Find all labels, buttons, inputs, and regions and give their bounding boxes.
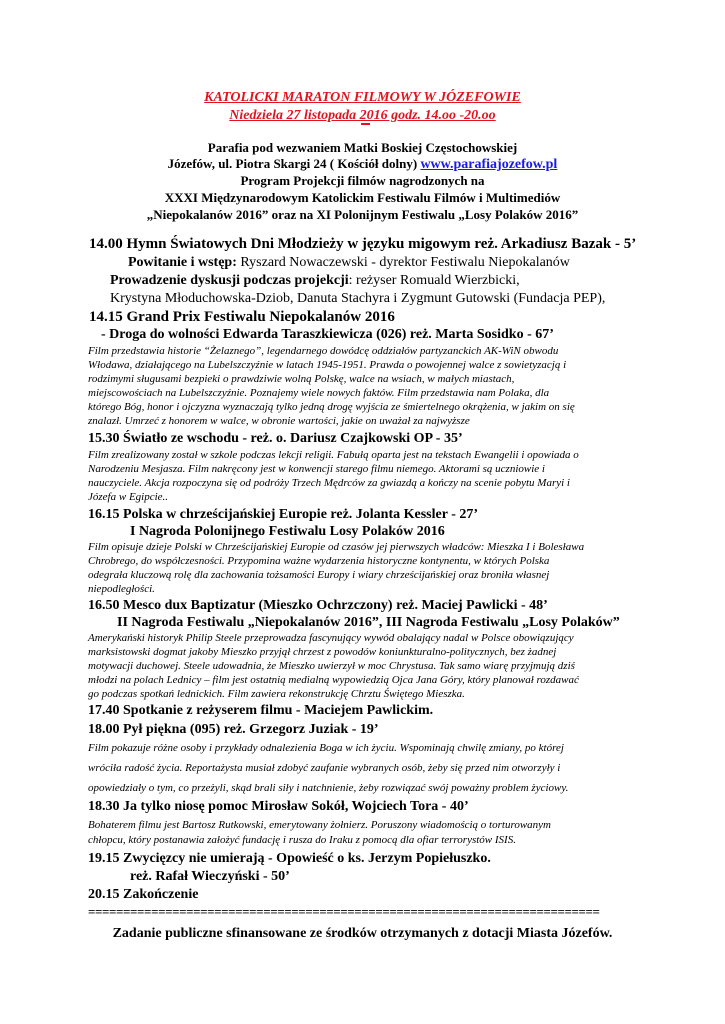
schedule-item-1915: 19.15 Zwycięzcy nie umierają - Opowieść o ks. Jerzym Popiełuszko.	[88, 851, 491, 866]
welcome-line	[128, 255, 570, 270]
description-line: którego Bóg, honor i ojczyzna wyznaczają tylko jedną drogę wyjścia ze śmiertelnego okrążenia, w jakim on się	[88, 401, 575, 413]
description-line: Józefa w Egipcie..	[88, 491, 169, 503]
schedule-item-1400: 14.00 Hymn Światowych Dni Młodzieży w języku migowym reż. Arkadiusz Bazak - 5’	[89, 236, 637, 252]
film-title-droga: - Droga do wolności Edwarda Taraszkiewicza (026) reż. Marta Sosidko - 67’	[101, 327, 554, 342]
discussion-text: : reżyser Romuald Wierzbicki,	[348, 273, 520, 288]
description-line: Narodzeniu Mesjasza. Film nakręcony jest w konwencji starego filmu niemego. Aktorami są uczniowie i	[88, 463, 545, 475]
welcome-label: Powitanie i wstęp:	[128, 255, 237, 270]
description-line: go podczas spotkań lednickich. Film zawiera rekonstrukcję Chrztu Świętego Mieszka.	[88, 688, 465, 700]
description-line: niepodległości.	[88, 583, 155, 595]
website-link[interactable]: www.parafiajozefow.pl	[420, 157, 558, 172]
event-title: KATOLICKI MARATON FILMOWY W JÓZEFOWIE	[204, 90, 521, 105]
description-line: Film opisuje dzieje Polski w Chrześcijańskiej Europie od czasów jej pierwszych władców: Mieszka I i Bolesława	[88, 541, 585, 553]
parish-address-line	[0, 157, 725, 172]
description-line: wróciła radość życia. Reportażysta musiał zdobyć zaufanie wybranych osób, żeby się przed nim otworzyły i	[88, 762, 561, 774]
description-line: Film przedstawia historie “Żelaznego”, legendarnego dowódcę oddziałów partyzanckich AK-WiN obwodu	[88, 345, 559, 357]
description-line: Film pokazuje różne osoby i przykłady odnalezienia Boga w ich życiu. Wspominają chwilę zmiany, po której	[88, 742, 564, 754]
description-line: Film zrealizowany został w szkole podczas lekcji religii. Fabułą oparta jest na tekstach Ewangelii i opowiada o	[88, 449, 579, 461]
schedule-item-1800: 18.00 Pył piękna (095) reż. Grzegorz Juziak - 19’	[88, 722, 379, 737]
description-line: Amerykański historyk Philip Steele przeprowadza fascynujący wywód obalający nadal w Polsce obowiązujący	[88, 632, 574, 644]
director-wieczynski: reż. Rafał Wieczyński - 50’	[130, 869, 290, 884]
schedule-item-1615: 16.15 Polska w chrześcijańskiej Europie reż. Jolanta Kessler - 27’	[88, 507, 479, 522]
description-line: znalazł. Umrzeć z honorem w walce, w obronie wartości, jakie on uważał za najwyższe	[88, 415, 470, 427]
schedule-item-1650: 16.50 Mesco dux Baptizatur (Mieszko Ochrzczony) reż. Maciej Pawlicki - 48’	[88, 598, 548, 613]
description-line: miejscowościach na Lubelszczyźnie. Poznajemy wiele nowych faktów. Film przedstawia nam Polaka, dla	[88, 387, 550, 399]
description-line: chłopcu, który postanawia założyć fundację i rusza do Iraku z pomocą dla ofiar terrorystów ISIS.	[88, 834, 516, 846]
description-line: młodzi na polach Lednicy – film jest ostatnią medialną wypowiedzią Ojca Jana Góry, który planował rozdawać	[88, 674, 579, 686]
description-line: motywacji duchowej. Steele udowadnia, że Mieszko uwierzył w moc Chrystusa. Tak samo wiarę przyjmują dziś	[88, 660, 575, 672]
schedule-item-1830: 18.30 Ja tylko niosę pomoc Mirosław Sokół, Wojciech Tora - 40’	[88, 799, 469, 814]
parish-name: Parafia pod wezwaniem Matki Boskiej Częstochowskiej	[207, 140, 518, 155]
discussion-guests: Krystyna Młoduchowska-Dziob, Danuta Stachyra i Zygmunt Gutowski (Fundacja PEP),	[110, 291, 606, 306]
discussion-label: Prowadzenie dyskusji podczas projekcji	[110, 273, 349, 288]
award-niepokalanow: II Nagroda Festiwalu „Niepokalanów 2016”, III Nagroda Festiwalu „Losy Polaków”	[117, 615, 620, 630]
event-date: Niedziela 27 listopada 2016 godz. 14.oo -20.oo	[229, 108, 496, 123]
description-line: Bohaterem filmu jest Bartosz Rutkowski, emerytowany żołnierz. Poruszony wiadomością o torturowanym	[88, 819, 551, 831]
red-mark	[361, 123, 370, 125]
description-line: marksistowski dogmat jakoby Mieszko przyjął chrzest z powodów koniunkturalno-politycznych, bez żadnej	[88, 646, 557, 658]
award-polonijny: I Nagroda Polonijnego Festiwalu Losy Polaków 2016	[130, 524, 445, 539]
parish-address: Józefów, ul. Piotra Skargi 24 ( Kościół dolny)	[167, 156, 418, 171]
discussion-line	[110, 273, 520, 288]
schedule-item-2015: 20.15 Zakończenie	[88, 887, 199, 902]
description-line: odegrała kluczową rolę dla zachowania tożsamości Europy i wiary chrześcijańskiej oraz broniła własnej	[88, 569, 550, 581]
funding-footer: Zadanie publiczne sfinansowane ze środków otrzymanych z dotacji Miasta Józefów.	[112, 926, 613, 941]
program-line-1: Program Projekcji filmów nagrodzonych na	[240, 173, 485, 188]
separator-line: =========================================================================	[88, 905, 600, 919]
schedule-item-1415: 14.15 Grand Prix Festiwalu Niepokalanów 2016	[89, 309, 395, 325]
schedule-item-1740: 17.40 Spotkanie z reżyserem filmu - Maciejem Pawlickim.	[88, 703, 434, 718]
description-line: nauczyciele. Akcja rozpoczyna się od podróży Trzech Mędrców za gwiazdą a kończy na scenie pobytu Maryi i	[88, 477, 570, 489]
welcome-text: Ryszard Nowaczewski - dyrektor Festiwalu Niepokalanów	[236, 255, 570, 270]
schedule-item-1530: 15.30 Światło ze wschodu - reż. o. Dariusz Czajkowski OP - 35’	[88, 431, 463, 446]
program-line-2: XXXI Międzynarodowym Katolickim Festiwalu Filmów i Multimediów	[164, 190, 561, 205]
description-line: Włodawa, działającego na Lubelszczyźnie w latach 1945-1951. Prawda o powojennej walce z sowietyzacją i	[88, 359, 567, 371]
description-line: Chrobrego, do współczesności. Przypomina ważne wydarzenia historyczne kontynentu, w których Polska	[88, 555, 550, 567]
description-line: rodzimymi sługusami bezpieki o prawdziwie wolną Polskę, walce na wsiach, w małych miastach,	[88, 373, 515, 385]
program-line-3: „Niepokalanów 2016” oraz na XI Polonijnym Festiwalu „Losy Polaków 2016”	[146, 207, 579, 222]
description-line: opowiedziały o tym, co przeżyli, skąd brali siły i natchnienie, żeby rozwiązać swój poważny problem życiowy.	[88, 782, 569, 794]
